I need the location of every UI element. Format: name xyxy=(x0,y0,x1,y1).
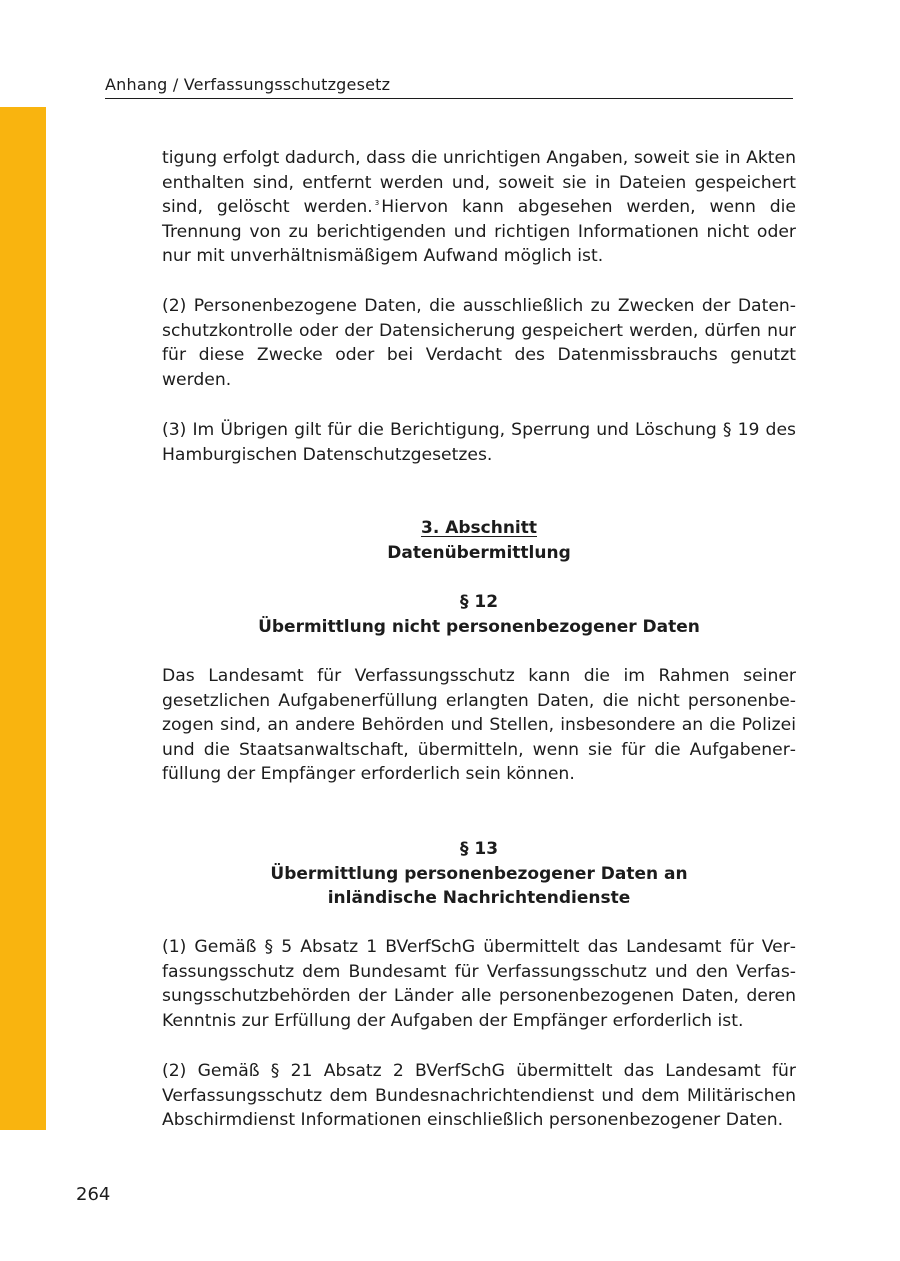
paragraph-continued-text-b: Hiervon kann abgesehen werden, wenn die Trennung von zu berichtigenden und richtigen Informationen nicht oder nur mit unverhältnismäßigem Aufwand möglich ist. xyxy=(162,197,796,267)
section-title: Datenübermittlung xyxy=(387,542,571,563)
header-rule xyxy=(105,98,793,99)
sentence-number-marker: 3 xyxy=(374,199,380,208)
paragraph-continued xyxy=(162,146,796,269)
running-header: Anhang / Verfassungsschutzgesetz xyxy=(105,75,391,94)
paragraph-12-text: Das Landesamt für Verfassungsschutz kann die im Rahmen seiner gesetzlichen Aufgabenerfüllung erlangten Daten, die nicht personenbezogen sind, an andere Behörden und Stellen, insbesondere an die Polizei und die Staatsanwaltschaft, übermitteln, wenn sie für die Aufgabenerfüllung der Empfänger erforderlich sein können. xyxy=(162,666,796,785)
paragraph-13-title-line1: Übermittlung personenbezogener Daten an xyxy=(270,863,688,884)
paragraph-continued-text-a: tigung erfolgt dadurch, dass die unrichtigen Angaben, soweit sie in Akten enthalten sind, entfernt werden und, soweit sie in Dateien gespeichert sind, gelöscht werden. xyxy=(162,148,796,218)
paragraph-12-heading xyxy=(162,590,796,639)
side-color-bar xyxy=(0,107,46,1130)
paragraph-12-number: § 12 xyxy=(459,592,499,612)
section-heading xyxy=(162,516,796,565)
paragraph-13-number: § 13 xyxy=(459,839,499,859)
section-number: 3. Abschnitt xyxy=(420,518,537,538)
paragraph-13-heading xyxy=(162,837,796,911)
paragraph-2: (2) Personenbezogene Daten, die ausschließlich zu Zwecken der Datenschutzkontrolle oder der Datensicherung gespeichert werden, dürfen nur für diese Zwecke oder bei Verdacht des Datenmissbrauchs genutzt werden. xyxy=(162,296,796,390)
page-number: 264 xyxy=(76,1184,111,1205)
paragraph-13-1: (1) Gemäß § 5 Absatz 1 BVerfSchG übermittelt das Landesamt für Verfassungsschutz dem Bundesamt für Verfassungsschutz und den Verfassungsschutzbehörden der Länder alle personenbezogenen Daten, deren Kenntnis zur Erfüllung der Aufgaben der Empfänger erforderlich ist. xyxy=(162,937,796,1031)
paragraph-13-title-line2: inländische Nachrichtendienste xyxy=(327,888,631,909)
paragraph-13-2: (2) Gemäß § 21 Absatz 2 BVerfSchG übermittelt das Landesamt für Verfassungsschutz dem Bundesnachrichtendienst und dem Militärischen Abschirmdienst Informationen einschließlich personenbezogener Daten. xyxy=(162,1061,796,1131)
paragraph-12-title: Übermittlung nicht personenbezogener Daten xyxy=(258,616,700,637)
paragraph-3: (3) Im Übrigen gilt für die Berichtigung, Sperrung und Löschung § 19 des Hamburgischen Datenschutzgesetzes. xyxy=(162,420,796,465)
